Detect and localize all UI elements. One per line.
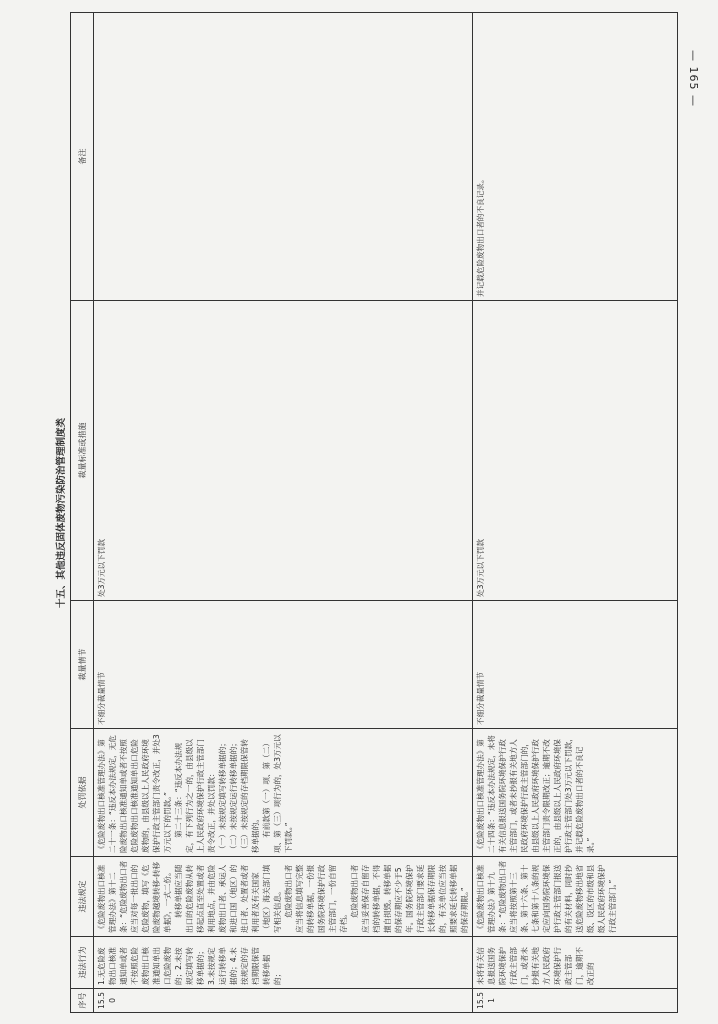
basis-paragraph: 有前款第（一）项、第（二）项、第（三）项行为的，处3万元以下罚款。”: [262, 734, 293, 853]
violation-act: 1.无危险废物出口核准通知单或者不按照危险废物出口核准通知单出口危险废物的；2.未按规定填写转移单据的；3.未按规定运行转移单据的；4.未按规定的存档期限保管转移单据的；: [94, 937, 473, 989]
header-measure: 裁量标准或措施: [71, 301, 94, 601]
reg-paragraph: 危险废物出口者应当妥善保存自留存档的转移单据，不得擅自损毁。转移单据的保存期应不少于5年。国务院环境保护行政主管部门要求延长转移单据保存期限的，有关单位应当按照要求延长转移单据的保存期限。”: [350, 864, 469, 933]
penalty-basis: [94, 729, 473, 857]
header-act: 违法行为: [71, 937, 94, 989]
violation-regulation: [94, 857, 473, 937]
row-number: 15.51: [473, 989, 678, 1013]
reg-paragraph: 《危险废物出口核准管理办法》第十九条：“危险废物出口者应当将按照第十三条、第十六条、第十七条和第十八条的规定应向国务院环境保护行政主管部门报送的有关材料，同时抄送危险废物移出地省级、设区的市级和县级人民政府环境保护行政主管部门。”: [476, 860, 617, 933]
header-plot: 裁量情节: [71, 601, 94, 729]
remark: 并记载危险废物出口者的不良记录。: [473, 13, 678, 301]
basis-paragraph: （二）未按规定运行转移单据的；: [229, 739, 238, 853]
table-row: [473, 13, 678, 1013]
basis-paragraph: 《危险废物出口核准管理办法》第二十一条：“违反本办法规定，无危险废物出口核准通知单或者不按照危险废物出口核准通知单出口危险废物的，由县级以上人民政府环境保护行政主管部门责令改正，并处3万元以下的罚款。”: [97, 734, 172, 853]
row-number: 15.50: [94, 989, 473, 1013]
penalty-basis: [473, 729, 678, 857]
header-no: 序号: [71, 989, 94, 1013]
reg-paragraph: 《危险废物出口核准管理办法》第十二条：“危险废物出口者应当对每一批出口的危险废物，填写《危险废物越境转移-转移单据》，一式二份。: [97, 860, 172, 933]
section-title: 十五、其他违反固体废物污染防治管理制度类: [56, 418, 67, 609]
table-row: [94, 13, 473, 1013]
header-reg: 违法规定: [71, 857, 94, 937]
penalty-table: [70, 12, 678, 1013]
header-note: 备注: [71, 13, 94, 301]
basis-paragraph: 《危险废物出口核准管理办法》第二十四条：“违反本办法规定，未将有关信息报送国务院环境保护行政主管部门，或者未抄报有关地方人民政府环境保护行政主管部门的，由县级以上人民政府环境保护行政主管部门责令限期改正；逾期不改正的，由县级以上人民政府环境保护行政主管部门处3万元以下罚款，并记载危险废物出口者的不良记录。”: [476, 734, 595, 853]
remark: [94, 13, 473, 301]
reg-paragraph: 转移单据应当随出口的危险废物从转移起点直至处置或者利用地点，并由危险废物出口者、承运人和进口国（地区）的进口者、处置者或者利用者及有关国家（地区）海关部门填写相关信息。: [174, 864, 282, 933]
table-header-row: [71, 13, 94, 1013]
header-basis: 处罚依据: [71, 729, 94, 857]
discretion-measure: 处3万元以下罚款: [94, 301, 473, 601]
basis-paragraph: （三）未按规定的存档期限保管转移单据的。: [240, 739, 260, 853]
discretion-measure: 处3万元以下罚款: [473, 301, 678, 601]
reg-paragraph: 危险废物出口者应当将信息填写完整的转移单据，一份报国务院环境保护行政主管部门，一份自留存档。: [284, 864, 348, 933]
violation-act: 未将有关信息报送国务院环境保护行政主管部门，或者未抄报有关地方人民政府环境保护行政主管部门，逾期不改正的: [473, 937, 678, 989]
rotated-table-sheet: [54, 13, 682, 1013]
page-number: — 165 —: [687, 50, 700, 107]
basis-paragraph: （一）未按规定填写转移单据的；: [218, 739, 227, 853]
violation-regulation: [473, 857, 678, 937]
discretion-plot: 不细分裁量情节: [473, 601, 678, 729]
discretion-plot: 不细分裁量情节: [94, 601, 473, 729]
basis-paragraph: 第二十三条：“违反本办法规定，有下列行为之一的，由县级以上人民政府环境保护行政主管部门责令改正，并处以罚款：: [174, 739, 216, 853]
